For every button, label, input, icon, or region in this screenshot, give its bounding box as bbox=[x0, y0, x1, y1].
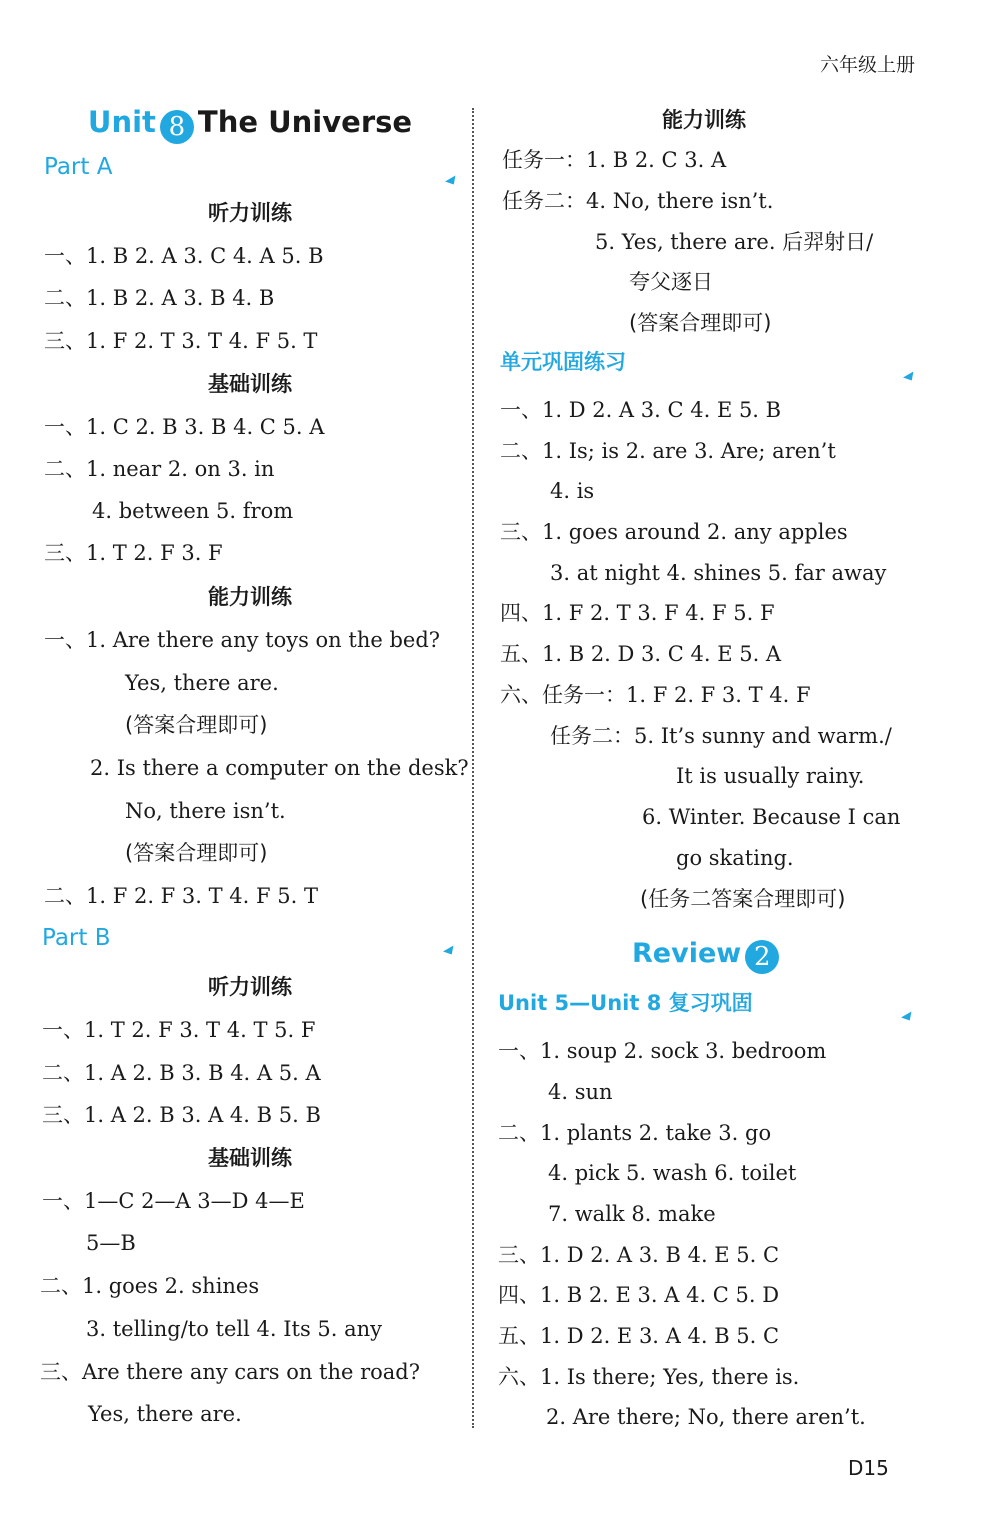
review-word: Review bbox=[632, 938, 742, 969]
unit-number-badge: 8 bbox=[160, 110, 194, 144]
answer-line: 一、1. C 2. B 3. B 4. C 5. A bbox=[44, 415, 325, 439]
part-b-label: Part B bbox=[42, 925, 111, 951]
answer-line: 4. sun bbox=[548, 1080, 613, 1104]
section-heading: 能力训练 bbox=[208, 585, 292, 609]
consolidate-heading: 单元巩固练习 bbox=[500, 350, 626, 374]
answer-line: 5. Yes, there are. 后羿射日/ bbox=[595, 230, 874, 254]
answer-line: 二、1. F 2. F 3. T 4. F 5. T bbox=[44, 884, 318, 908]
answer-line: 三、1. D 2. A 3. B 4. E 5. C bbox=[498, 1243, 780, 1267]
unit-title: The Universe bbox=[197, 105, 413, 139]
triangle-marker-icon bbox=[903, 371, 917, 383]
answer-line: 3. at night 4. shines 5. far away bbox=[550, 561, 887, 585]
review-subheading: Unit 5—Unit 8 复习巩固 bbox=[498, 991, 753, 1015]
answer-line: (答案合理即可) bbox=[125, 841, 268, 865]
answer-line: 二、1. goes 2. shines bbox=[40, 1274, 260, 1298]
answer-line: 二、1. plants 2. take 3. go bbox=[498, 1121, 772, 1145]
answer-line: 任务二：5. It’s sunny and warm./ bbox=[550, 724, 892, 748]
unit-prefix: Unit bbox=[87, 105, 156, 139]
answer-line: 六、任务一：1. F 2. F 3. T 4. F bbox=[500, 683, 811, 707]
answer-line: 7. walk 8. make bbox=[548, 1202, 716, 1226]
triangle-marker-icon bbox=[443, 945, 457, 957]
answer-line: 2. Is there a computer on the desk? bbox=[90, 756, 469, 780]
section-heading: 听力训练 bbox=[208, 201, 292, 225]
part-a-label: Part A bbox=[44, 154, 113, 180]
answer-line: 一、1. B 2. A 3. C 4. A 5. B bbox=[44, 244, 324, 268]
answer-line: (答案合理即可) bbox=[629, 311, 772, 335]
answer-line: (答案合理即可) bbox=[125, 713, 268, 737]
page-number: D15 bbox=[848, 1456, 889, 1480]
answer-line: 四、1. B 2. E 3. A 4. C 5. D bbox=[498, 1283, 780, 1307]
answer-line: 三、1. T 2. F 3. F bbox=[44, 541, 223, 565]
section-heading: 基础训练 bbox=[208, 372, 292, 396]
answer-line: 三、1. goes around 2. any apples bbox=[500, 520, 848, 544]
answer-line: 一、1. Are there any toys on the bed? bbox=[44, 628, 441, 652]
answer-line: 三、1. F 2. T 3. T 4. F 5. T bbox=[44, 329, 318, 353]
answer-line: 一、1. D 2. A 3. C 4. E 5. B bbox=[500, 398, 782, 422]
answer-line: 一、1. soup 2. sock 3. bedroom bbox=[498, 1039, 827, 1063]
answer-line: 3. telling/to tell 4. Its 5. any bbox=[86, 1317, 383, 1341]
answer-line: 二、1. B 2. A 3. B 4. B bbox=[44, 286, 275, 310]
answer-line: It is usually rainy. bbox=[676, 764, 865, 788]
answer-line: 五、1. D 2. E 3. A 4. B 5. C bbox=[498, 1324, 780, 1348]
answer-line: 任务二：4. No, there isn’t. bbox=[502, 189, 774, 213]
column-divider bbox=[472, 108, 474, 1428]
answer-line: 三、Are there any cars on the road? bbox=[40, 1360, 421, 1384]
triangle-marker-icon bbox=[445, 175, 459, 187]
section-heading: 能力训练 bbox=[662, 108, 746, 132]
answer-line: (任务二答案合理即可) bbox=[640, 887, 846, 911]
triangle-marker-icon bbox=[901, 1011, 915, 1023]
answer-line: 四、1. F 2. T 3. F 4. F 5. F bbox=[500, 601, 775, 625]
answer-line: 二、1. A 2. B 3. B 4. A 5. A bbox=[42, 1061, 321, 1085]
answer-line: 二、1. near 2. on 3. in bbox=[44, 457, 275, 481]
answer-line: Yes, there are. bbox=[125, 671, 279, 695]
answer-line: 6. Winter. Because I can bbox=[642, 805, 901, 829]
answer-line: 一、1—C 2—A 3—D 4—E bbox=[42, 1189, 305, 1213]
section-heading: 基础训练 bbox=[208, 1146, 292, 1170]
answer-line: go skating. bbox=[676, 846, 794, 870]
answer-line: 五、1. B 2. D 3. C 4. E 5. A bbox=[500, 642, 782, 666]
review-heading bbox=[632, 940, 783, 974]
answer-line: 一、1. T 2. F 3. T 4. T 5. F bbox=[42, 1018, 316, 1042]
answer-line: Yes, there are. bbox=[88, 1402, 242, 1426]
answer-line: 2. Are there; No, there aren’t. bbox=[546, 1405, 866, 1429]
answer-line: 4. is bbox=[550, 479, 595, 503]
answer-line: 三、1. A 2. B 3. A 4. B 5. B bbox=[42, 1103, 321, 1127]
answer-line: 4. between 5. from bbox=[92, 499, 294, 523]
section-heading: 听力训练 bbox=[208, 975, 292, 999]
review-number-badge: 2 bbox=[745, 940, 779, 974]
answer-line: 二、1. Is; is 2. are 3. Are; aren’t bbox=[500, 439, 836, 463]
answer-line: No, there isn’t. bbox=[125, 799, 286, 823]
answer-line: 5—B bbox=[86, 1231, 136, 1255]
grade-label: 六年级上册 bbox=[819, 54, 915, 76]
answer-line: 任务一：1. B 2. C 3. A bbox=[502, 148, 727, 172]
answer-line: 六、1. Is there; Yes, there is. bbox=[498, 1365, 800, 1389]
unit-heading bbox=[40, 105, 460, 144]
answer-line: 4. pick 5. wash 6. toilet bbox=[548, 1161, 797, 1185]
answer-line: 夸父逐日 bbox=[629, 270, 713, 294]
